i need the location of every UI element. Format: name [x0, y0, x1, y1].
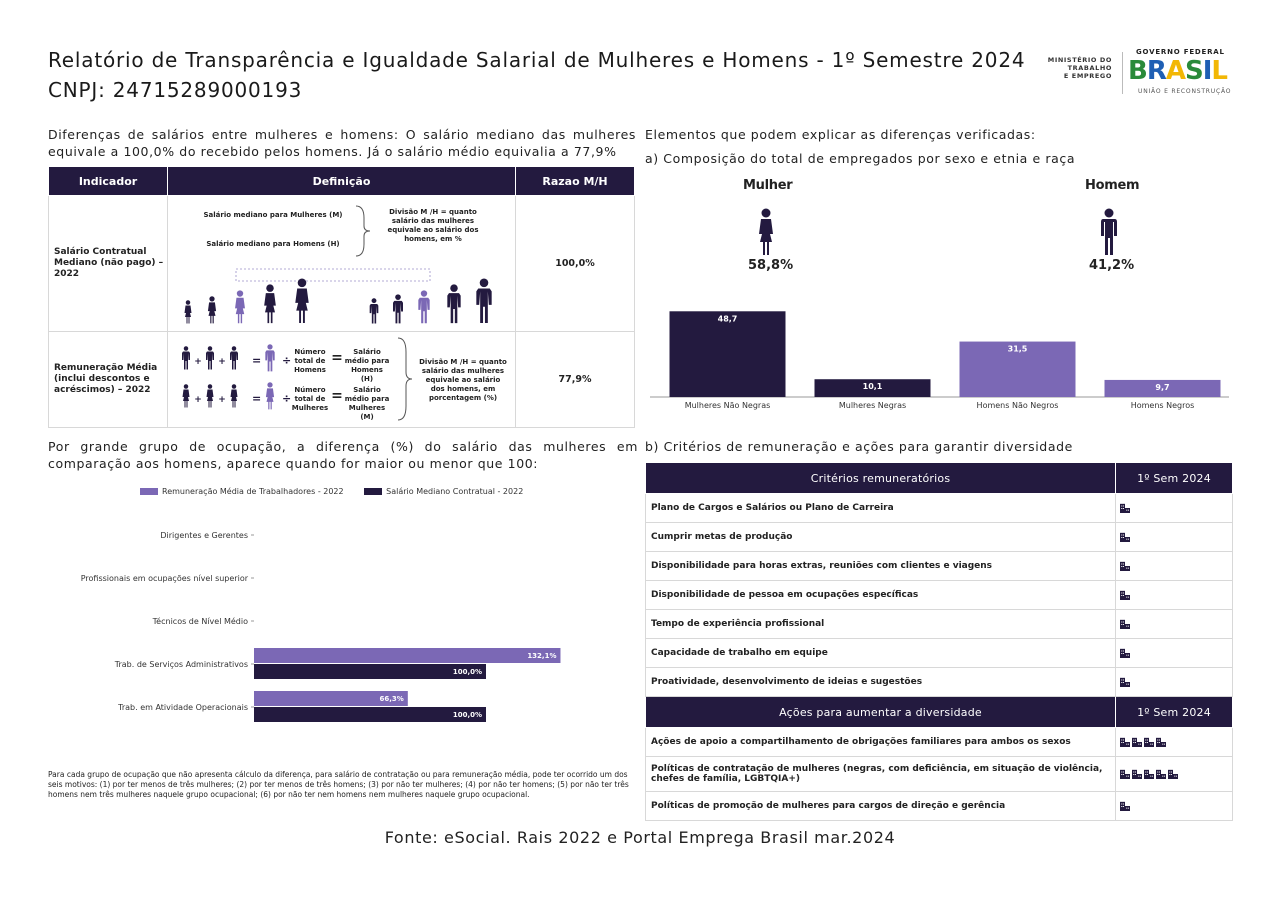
row-icons: [1116, 757, 1233, 792]
row-label: Disponibilidade de pessoa em ocupações específicas: [646, 581, 1116, 610]
row-label: Cumprir metas de produção: [646, 523, 1116, 552]
bar-value-label: 9,7: [1155, 382, 1170, 392]
man-icon: [265, 344, 274, 371]
brace-icon: [354, 204, 372, 258]
row-label: Tempo de experiência profissional: [646, 610, 1116, 639]
woman-icon: [185, 300, 192, 323]
table-row: [646, 523, 1233, 552]
row-icons: [1116, 639, 1233, 668]
brasil-logo: BRASIL: [1128, 56, 1227, 86]
building-icon: [1168, 769, 1178, 779]
row-icons: [1116, 728, 1233, 757]
building-icon: [1120, 561, 1130, 571]
plus-sign: +: [218, 357, 226, 367]
bar-value-label: 132,1%: [527, 652, 557, 660]
male-percent: 41,2%: [1089, 258, 1135, 273]
building-icon: [1156, 769, 1166, 779]
header-definicao: Definição: [168, 167, 516, 196]
bar-value-label: 48,7: [717, 314, 738, 324]
ministry-logo: MINISTÉRIO DO TRABALHO E EMPREGO: [1047, 56, 1112, 80]
table-row: [646, 581, 1233, 610]
table-row: [49, 332, 635, 428]
criteria-table: [645, 462, 1233, 821]
woman-icon: [264, 284, 276, 323]
plus-sign: +: [194, 395, 202, 405]
table-row: [646, 610, 1233, 639]
ratio-value: 77,9%: [516, 332, 635, 428]
building-icon: [1120, 590, 1130, 600]
table-row: [646, 792, 1233, 821]
building-icon: [1132, 737, 1142, 747]
building-icon: [1156, 737, 1166, 747]
row-icons: [1116, 581, 1233, 610]
woman-icon: [183, 384, 190, 407]
cnpj: CNPJ: 24715289000193: [48, 78, 303, 102]
occupation-intro: Por grande grupo de ocupação, a diferença (%) do salário das mulheres em comparação aos homens, aparece quando for maior ou menor que 100:: [48, 439, 638, 471]
man-icon: [418, 290, 429, 323]
people-formula-icons: [178, 342, 298, 422]
salary-difference-intro: Diferenças de salários entre mulheres e homens: O salário mediano das mulheres equivale a 100,0% do recebido pelos homens. Já o salário médio equivalia a 77,9%: [48, 127, 636, 159]
ratio-value: 100,0%: [516, 196, 635, 332]
bar-value-label: 100,0%: [452, 711, 482, 719]
avg-women-label: Salário médio para Mulheres (M): [344, 386, 390, 421]
man-icon: [1097, 208, 1121, 256]
bar: [254, 707, 486, 722]
building-icon: [1144, 769, 1154, 779]
right-intro: Elementos que podem explicar as diferenças verificadas:: [645, 127, 1036, 142]
man-icon: [476, 278, 491, 323]
chart-legend: [140, 487, 523, 496]
category-label: Homens Não Negros: [976, 401, 1059, 410]
row-label: Capacidade de trabalho em equipe: [646, 639, 1116, 668]
row-icons: [1116, 792, 1233, 821]
row-icons: [1116, 552, 1233, 581]
divide-sign: ÷: [282, 354, 292, 367]
category-label: Dirigentes e Gerentes: [160, 531, 248, 540]
row-icons: [1116, 610, 1233, 639]
female-label: Mulher: [743, 178, 793, 193]
building-icon: [1144, 737, 1154, 747]
table-row: [646, 728, 1233, 757]
indicator-name: Salário Contratual Mediano (não pago) – 2022: [49, 196, 168, 332]
man-icon: [230, 346, 238, 369]
division-note: Divisão M /H = quanto salário das mulheres equivale ao salário dos homens, em %: [387, 208, 479, 243]
table-row: [646, 668, 1233, 697]
equals-sign: =: [252, 392, 262, 405]
legend-item: Salário Mediano Contratual - 2022: [364, 487, 523, 496]
header-indicador: Indicador: [49, 167, 168, 196]
table-row: [646, 552, 1233, 581]
category-label: Mulheres Negras: [838, 401, 907, 410]
row-label: Políticas de promoção de mulheres para cargos de direção e gerência: [646, 792, 1116, 821]
table-row: [646, 494, 1233, 523]
category-label: Mulheres Não Negras: [684, 401, 771, 410]
indicator-table: [48, 166, 635, 428]
plus-sign: +: [218, 395, 226, 405]
man-icon: [370, 298, 379, 323]
source-note: Fonte: eSocial. Rais 2022 e Portal Emprega Brasil mar.2024: [384, 828, 896, 847]
bar: [254, 664, 486, 679]
table-row: [646, 639, 1233, 668]
bar-value-label: 66,3%: [379, 695, 404, 703]
building-icon: [1120, 503, 1130, 513]
people-icons: [178, 266, 508, 326]
category-label: Técnicos de Nível Médio: [152, 617, 248, 626]
num-men-label: Número total de Homens: [294, 348, 326, 374]
table-row: [49, 196, 635, 332]
criteria-sem-header: 1º Sem 2024: [1116, 463, 1233, 494]
building-icon: [1120, 677, 1130, 687]
category-label: Trab. de Serviços Administrativos: [114, 660, 248, 669]
legend-swatch: [140, 488, 158, 495]
row-icons: [1116, 523, 1233, 552]
division-note: Divisão M /H = quanto salário das mulheres equivale ao salário dos homens, em porcentagem (%): [419, 358, 507, 402]
equals-sign: =: [252, 354, 262, 367]
bar-value-label: 31,5: [1007, 344, 1028, 354]
male-label: Homem: [1085, 178, 1140, 193]
female-percent: 58,8%: [748, 258, 794, 273]
gov-federal-label: GOVERNO FEDERAL: [1136, 48, 1225, 56]
avg-men-label: Salário médio para Homens (H): [344, 348, 390, 383]
building-icon: [1120, 619, 1130, 629]
occupation-bar-chart: [40, 510, 600, 730]
category-label: Profissionais em ocupações nível superior: [80, 574, 248, 583]
criteria-header: Critérios remuneratórios: [646, 463, 1116, 494]
table-row: [646, 757, 1233, 792]
divide-sign: ÷: [282, 392, 292, 405]
definition-cell: [168, 196, 516, 332]
section-b-title: b) Critérios de remuneração e ações para garantir diversidade: [645, 439, 1073, 454]
num-women-label: Número total de Mulheres: [291, 386, 329, 412]
category-label: Homens Negros: [1130, 401, 1195, 410]
row-icons: [1116, 494, 1233, 523]
man-icon: [447, 284, 460, 323]
median-men-label: Salário mediano para Homens (H): [206, 240, 340, 248]
category-label: Trab. em Atividade Operacionais: [118, 703, 248, 712]
man-icon: [393, 294, 403, 323]
bar: [670, 311, 786, 397]
row-label: Proatividade, desenvolvimento de ideias e sugestões: [646, 668, 1116, 697]
man-icon: [206, 346, 214, 369]
actions-header: Ações para aumentar a diversidade: [646, 697, 1116, 728]
indicator-name: Remuneração Média (inclui descontos e acréscimos) – 2022: [49, 332, 168, 428]
building-icon: [1120, 769, 1130, 779]
row-label: Disponibilidade para horas extras, reuniões com clientes e viagens: [646, 552, 1116, 581]
race-bar-chart: [645, 300, 1235, 415]
woman-icon: [295, 278, 308, 323]
woman-icon: [235, 290, 245, 323]
brace-icon: [396, 336, 414, 422]
gov-slogan: UNIÃO E RECONSTRUÇÃO: [1138, 88, 1232, 95]
actions-sem-header: 1º Sem 2024: [1116, 697, 1233, 728]
page-title: Relatório de Transparência e Igualdade Salarial de Mulheres e Homens - 1º Semestre 2024: [48, 48, 1026, 72]
building-icon: [1120, 737, 1130, 747]
median-women-label: Salário mediano para Mulheres (M): [203, 211, 343, 219]
building-icon: [1120, 532, 1130, 542]
legend-swatch: [364, 488, 382, 495]
section-a-title: a) Composição do total de empregados por sexo e etnia e raça: [645, 151, 1076, 166]
row-label: Ações de apoio a compartilhamento de obrigações familiares para ambos os sexos: [646, 728, 1116, 757]
bar-value-label: 100,0%: [452, 668, 482, 676]
plus-sign: +: [194, 357, 202, 367]
logo-divider: [1122, 52, 1123, 94]
bar-value-label: 10,1: [862, 382, 883, 392]
footnote: Para cada grupo de ocupação que não apresenta cálculo da diferença, para salário de contratação ou para remuneração média, pode ter ocorrido um dos seis motivos: (1) por ter menos de três mulheres; (2) por ter menos de três homens; (3) por não ter mulheres; (4) por não ter homens; (5) por não ter três homens nem três mulheres naquele grupo ocupacional; (6) por não ter nem homens nem mulheres naquele grupo ocupacional.: [48, 770, 629, 799]
header-razao: Razao M/H: [516, 167, 635, 196]
building-icon: [1132, 769, 1142, 779]
building-icon: [1120, 648, 1130, 658]
row-icons: [1116, 668, 1233, 697]
legend-item: Remuneração Média de Trabalhadores - 2022: [140, 487, 344, 496]
bar: [254, 648, 560, 663]
woman-icon: [754, 208, 778, 256]
row-label: Políticas de contratação de mulheres (negras, com deficiência, em situação de violência, chefes de família, LGBTQIA+): [646, 757, 1116, 792]
building-icon: [1120, 801, 1130, 811]
woman-icon: [231, 384, 238, 407]
man-icon: [182, 346, 190, 369]
woman-icon: [208, 296, 216, 323]
row-label: Plano de Cargos e Salários ou Plano de Carreira: [646, 494, 1116, 523]
definition-cell: + + = ÷ + + = ÷ Número total de Homens = Salário médio para Homens (H) Número total de Mulheres = Salário médio para Mulheres (M) Divisão M /H = quanto salário das mulheres equivale ao salário dos homens, em porcentagem (%): [168, 332, 516, 428]
woman-icon: [266, 382, 274, 409]
woman-icon: [207, 384, 214, 407]
